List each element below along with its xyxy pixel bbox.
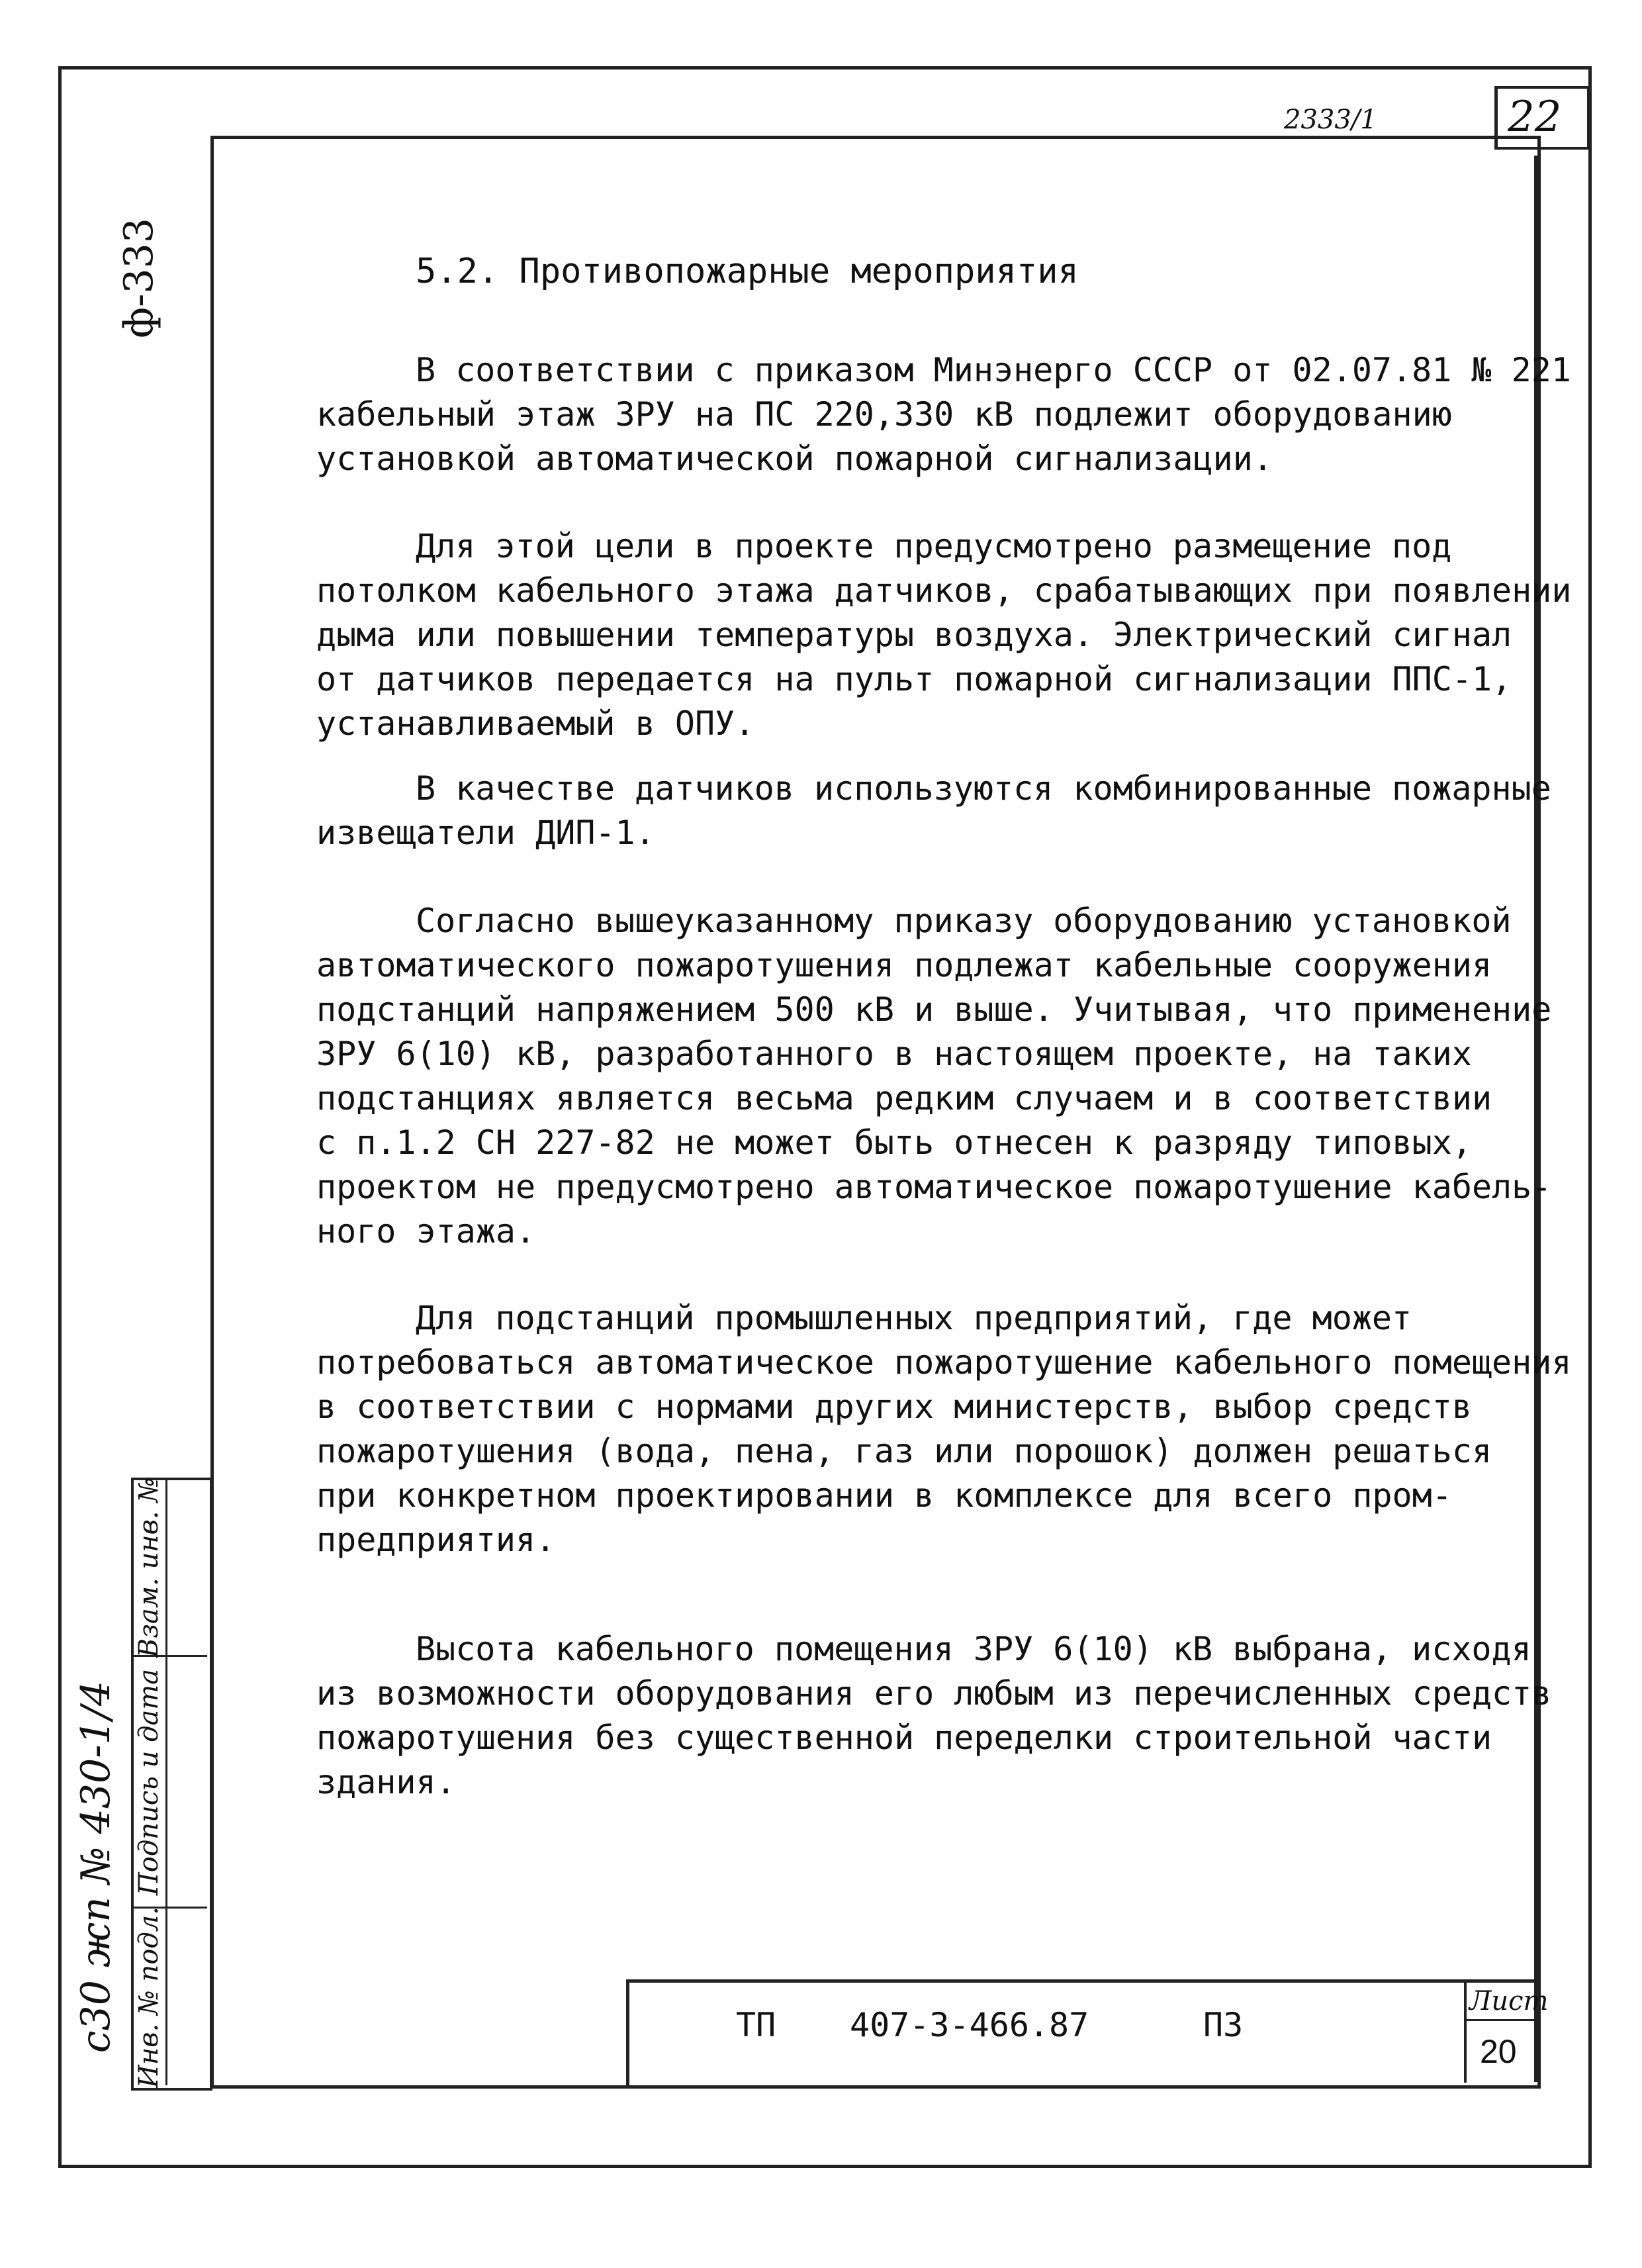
title-block-sheet-rule — [1464, 2019, 1535, 2021]
paragraph: Согласно вышеуказанному приказу оборудованию установкой автоматического пожаротушения подлежат кабельные сооружения подстанций напряжением 500 кВ и выше. Учитывая, что применение ЗРУ 6(10) кВ, разработанного в настоящем проекте, на таких подстанциях является весьма редким случаем и в соответствии с п.1.2 СН 227-82 не может быть отнесен к разряду типовых, проектом не предусмотрено автоматическое пожаротушение кабель- ного этажа. — [316, 902, 1552, 1251]
paragraph: Для подстанций промышленных предприятий, где может потребоваться автоматическое пожаротушение кабельного помещения в соответствии с нормами других министерств, выбор средств пожаротушения (вода, пена, газ или порошок) должен решаться при конкретном проектировании в комплексе для всего пром- предприятия. — [316, 1299, 1572, 1559]
title-block-code: ТП — [736, 2006, 776, 2044]
doc-number: 2333/1 — [1284, 105, 1377, 135]
archive-page-number: 22 — [1508, 93, 1562, 142]
margin-cell-replacement-inv: Взам. инв. № — [134, 1477, 165, 1658]
archive-number: с30 жп № 430-1/4 — [73, 1680, 119, 2054]
paragraph: В соответствии с приказом Минэнерго СССР от 02.07.81 № 221 кабельный этаж ЗРУ на ПС 220,330 кВ подлежит оборудованию установкой автоматической пожарной сигнализации. — [316, 351, 1571, 478]
title-block-designation: 407-3-466.87 — [850, 2006, 1089, 2044]
sheet-number: 20 — [1480, 2033, 1517, 2070]
margin-cell-inv-number: Инв. № подл. — [134, 1907, 165, 2088]
form-code: ф-333 — [116, 218, 163, 338]
paragraph: Высота кабельного помещения ЗРУ 6(10) кВ выбрана, исходя из возможности оборудования его любым из перечисленных средств пожаротушения без существенной переделки строительной части здания. — [316, 1630, 1552, 1801]
paragraph: В качестве датчиков используются комбинированные пожарные извещатели ДИП-1. — [316, 769, 1551, 852]
margin-cell-signature-date: Подпись и дата — [134, 1668, 164, 1896]
margin-stamp-column-rule — [165, 1478, 167, 2085]
sheet-label: Лист — [1469, 1986, 1549, 2016]
inner-frame-right-rule — [1534, 156, 1537, 2082]
section-title: 5.2. Противопожарные мероприятия — [416, 252, 1079, 291]
paragraph: Для этой цели в проекте предусмотрено размещение под потолком кабельного этажа датчиков, срабатывающих при появлении дыма или повышении температуры воздуха. Электрический сигнал от датчиков передается на пульт пожарной сигнализации ППС-1, устанавливаемый в ОПУ. — [316, 527, 1572, 743]
title-block-doc-type: ПЗ — [1203, 2006, 1244, 2044]
